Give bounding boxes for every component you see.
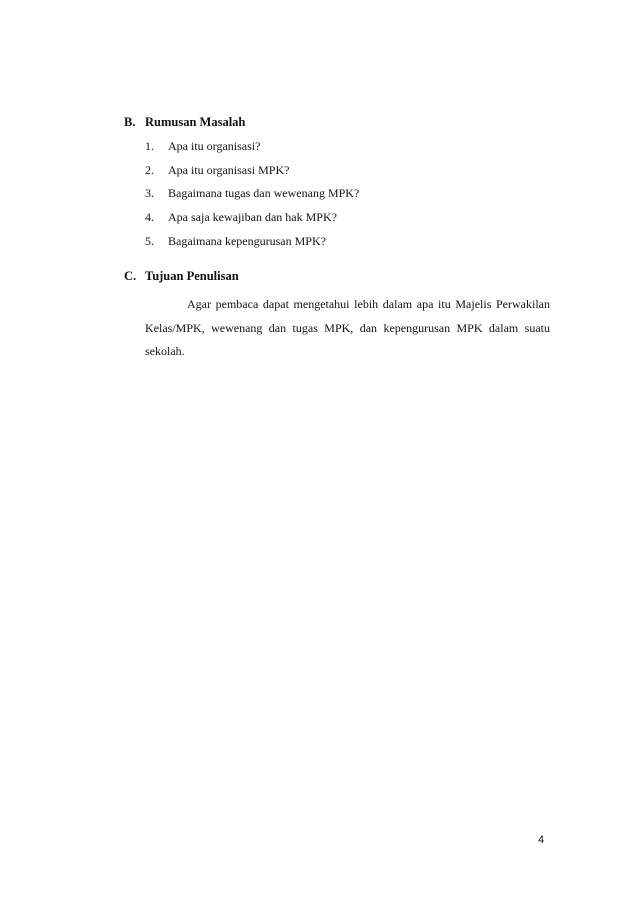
list-item-text: Apa saja kewajiban dan hak MPK? [168, 210, 337, 225]
list-item-number: 5. [145, 233, 154, 248]
list-item [145, 159, 550, 183]
page-number: 4 [538, 834, 545, 846]
list-item [145, 206, 550, 230]
list-item [145, 230, 550, 254]
list-item-text: Bagaimana tugas dan wewenang MPK? [168, 186, 360, 201]
section-letter: C. [124, 269, 137, 283]
list-item-text: Apa itu organisasi MPK? [168, 162, 290, 177]
problem-list [124, 135, 550, 254]
section-rumusan-masalah [124, 113, 550, 254]
list-item-number: 3. [145, 186, 154, 201]
section-heading [124, 113, 550, 131]
list-item-text: Bagaimana kepengurusan MPK? [168, 233, 326, 248]
body-paragraph: Agar pembaca dapat mengetahui lebih dalam apa itu Majelis Perwakilan Kelas/MPK, wewenang dan tugas MPK, dan kepengurusan MPK dalam suatu sekolah. [145, 297, 550, 358]
list-item-number: 4. [145, 210, 154, 225]
section-title: Tujuan Penulisan [145, 269, 239, 283]
section-heading [124, 267, 550, 285]
section-tujuan-penulisan [124, 267, 550, 364]
list-item-text: Apa itu organisasi? [168, 139, 261, 153]
section-title: Rumusan Masalah [145, 115, 246, 129]
list-item-number: 2. [145, 162, 154, 177]
list-item-number: 1. [145, 139, 154, 153]
list-item [145, 135, 550, 159]
section-letter: B. [124, 115, 136, 129]
list-item [145, 182, 550, 206]
